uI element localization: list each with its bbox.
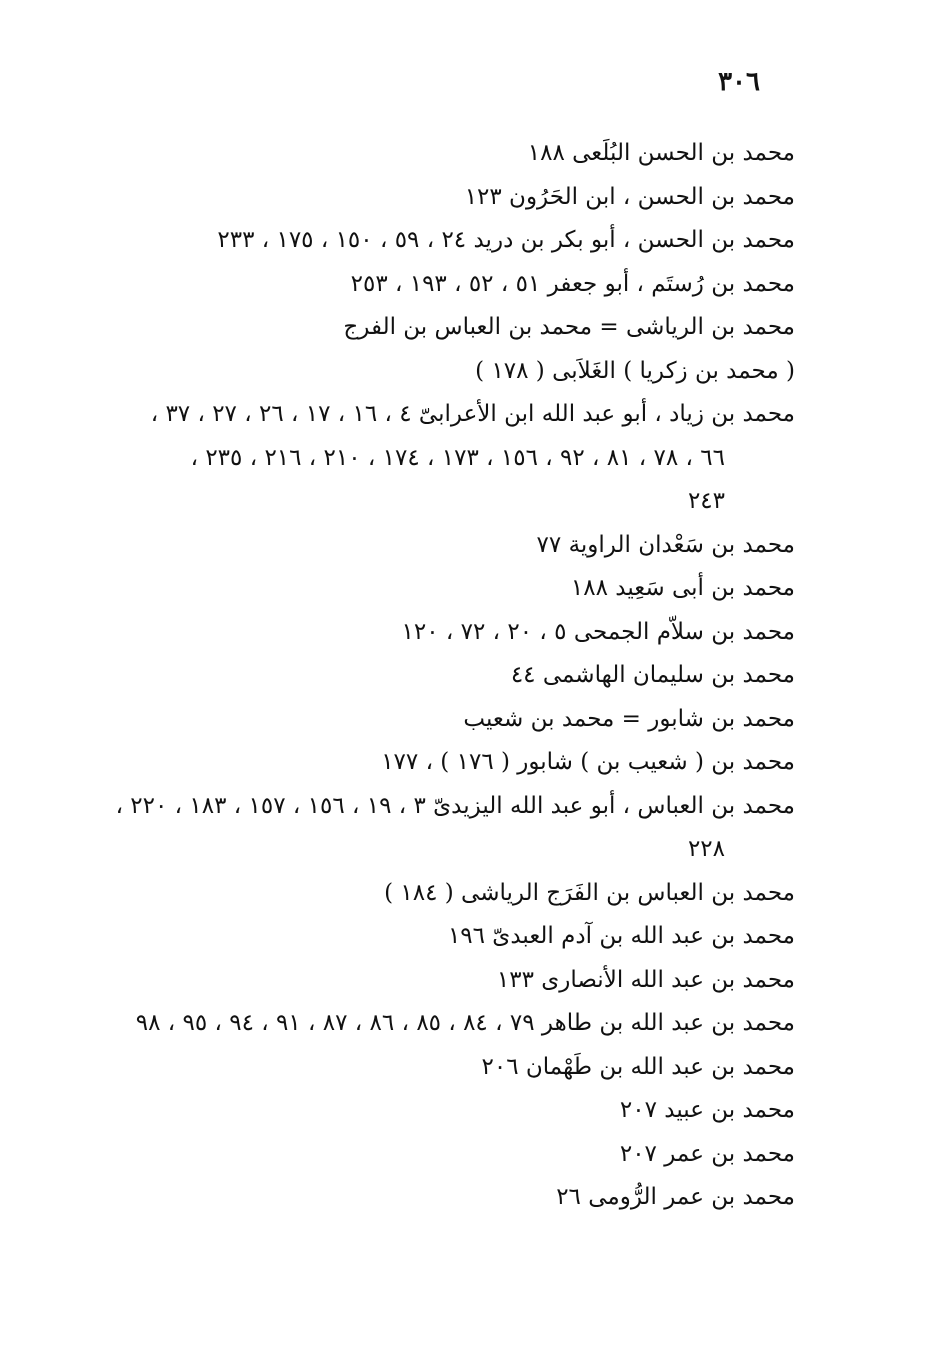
- index-entry: محمد بن عبد الله بن طاهر ٧٩ ، ٨٤ ، ٨٥ ، ٨٦ ، ٨٧ ، ٩١ ، ٩٤ ، ٩٥ ، ٩٨: [135, 1010, 795, 1036]
- page-number: ٣٠٦: [718, 67, 760, 97]
- index-entries: [110, 132, 795, 1220]
- index-entry: محمد بن عبد الله الأنصارى ١٣٣: [496, 966, 795, 993]
- index-entry: محمد بن الحسن ، ابن الحَرُون ١٢٣: [464, 183, 795, 210]
- index-entry: محمد بن سلاّم الجمحى ٥ ، ٢٠ ، ٧٢ ، ١٢٠: [401, 618, 795, 645]
- index-entry: محمد بن رُستَم ، أبو جعفر ٥١ ، ٥٢ ، ١٩٣ ، ٢٥٣: [350, 270, 795, 297]
- index-entry: محمد بن زياد ، أبو عبد الله ابن الأعرابىّ ٤ ، ١٦ ، ١٧ ، ٢٦ ، ٢٧ ، ٣٧ ،: [150, 401, 795, 427]
- index-entry: محمد بن أبى سَعِيد ١٨٨: [570, 575, 795, 601]
- index-entry: محمد بن الرياشى = محمد بن العباس بن الفرج: [343, 314, 795, 340]
- index-entry: محمد بن عبيد ٢٠٧: [619, 1097, 795, 1123]
- index-entry: محمد بن شابور = محمد بن شعيب: [463, 705, 795, 732]
- index-entry: محمد بن سليمان الهاشمى ٤٤: [510, 662, 795, 688]
- index-entry: محمد بن ( شعيب بن ) شابور ( ١٧٦ ) ، ١٧٧: [381, 749, 795, 775]
- index-entry-continuation: ٢٢٨: [687, 836, 725, 862]
- index-entry-continuation: ٢٤٣: [687, 488, 725, 514]
- index-entry: محمد بن العباس ، أبو عبد الله اليزيدىّ ٣ ، ١٩ ، ١٥٦ ، ١٥٧ ، ١٨٣ ، ٢٢٠ ،: [115, 792, 795, 819]
- index-entry: محمد بن عبد الله بن طَهْمان ٢٠٦: [481, 1053, 795, 1080]
- index-entry: محمد بن عمر ٢٠٧: [619, 1140, 795, 1167]
- index-entry: محمد بن عبد الله بن آدم العبدىّ ١٩٦: [447, 923, 795, 949]
- index-entry: محمد بن سَعْدان الراوية ٧٧: [536, 531, 795, 558]
- index-entry: محمد بن الحسن البُلَعى ١٨٨: [527, 140, 795, 166]
- index-entry: ( محمد بن زكريا ) الغَلاَبى ( ١٧٨ ): [475, 357, 795, 384]
- index-entry-continuation: ٦٦ ، ٧٨ ، ٨١ ، ٩٢ ، ١٥٦ ، ١٧٣ ، ١٧٤ ، ٢١٠ ، ٢١٦ ، ٢٣٥ ،: [190, 444, 725, 471]
- index-entry: محمد بن عمر الرُّومى ٢٦: [556, 1184, 795, 1210]
- index-entry: محمد بن العباس بن الفَرَج الرياشى ( ١٨٤ ): [384, 879, 795, 906]
- index-entry: محمد بن الحسن ، أبو بكر بن دريد ٢٤ ، ٥٩ ، ١٥٠ ، ١٧٥ ، ٢٣٣: [217, 227, 795, 253]
